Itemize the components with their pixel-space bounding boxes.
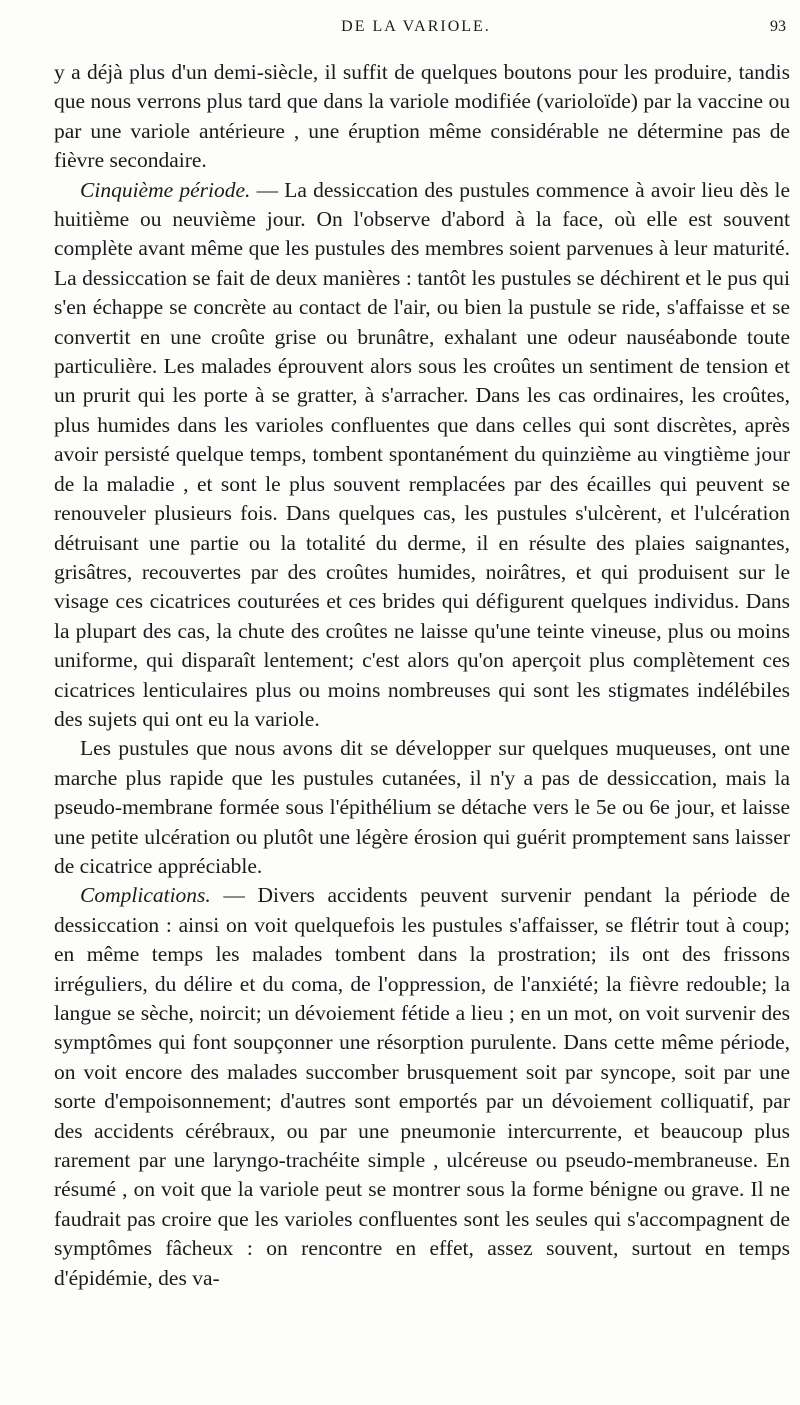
section-heading: Cinquième période.: [80, 177, 251, 202]
running-title: DE LA VARIOLE.: [341, 18, 491, 35]
paragraph-continuation: [54, 58, 790, 176]
paragraph-fifth-period: [54, 176, 790, 735]
page-number: 93: [770, 18, 786, 35]
paragraph-complications: [54, 881, 790, 1293]
paragraph-text: — Divers accidents peuvent survenir pendant la période de dessiccation : ainsi on voit quelquefois les pustules s'affaisser, se flétrir tout à coup; en même temps les malades tombent dans la prostration; ils ont des frissons irréguliers, du délire et du coma, de l'oppression, de l'anxiété; la fièvre redouble; la langue se sèche, noircit; un dévoiement fétide a lieu ; en un mot, on voit survenir des symptômes qui font soupçonner une résorption purulente. Dans cette même période, on voit encore des malades succomber brusquement soit par syncope, soit par une sorte d'empoisonnement; d'autres sont emportés par un dévoiement colliquatif, par des accidents cérébraux, ou par une pneumonie intercurrente, et beaucoup plus rarement par une laryngo-trachéite simple , ulcéreuse ou pseudo-membraneuse. En résumé , on voit que la variole peut se montrer sous la forme bénigne ou grave. Il ne faudrait pas croire que les varioles confluentes sont les seules qui s'accompagnent de symptômes fâcheux : on rencontre en effet, assez souvent, surtout en temps d'épidémie, des va-: [54, 883, 790, 1290]
paragraph-mucous-pustules: [54, 734, 790, 881]
paragraph-text: — La dessiccation des pustules commence à avoir lieu dès le huitième ou neuvième jour. On l'observe d'abord à la face, où elle est souvent complète avant même que les pustules des membres soient parvenues à leur maturité. La dessiccation se fait de deux manières : tantôt les pustules se déchirent et le pus qui s'en échappe se concrète au contact de l'air, ou bien la pustule se ride, s'affaisse et se convertit en une croûte grise ou brunâtre, exhalant une odeur nauséabonde toute particulière. Les malades éprouvent alors sous les croûtes un sentiment de tension et un prurit qui les porte à se gratter, à s'arracher. Dans les cas ordinaires, les croûtes, plus humides dans les varioles confluentes que dans celles qui sont discrètes, après avoir persisté quelque temps, tombent spontanément du quinzième au vingtième jour de la maladie , et sont le plus souvent remplacées par des écailles qui peuvent se renouveler plusieurs fois. Dans quelques cas, les pustules s'ulcèrent, et l'ulcération détruisant une partie ou la totalité du derme, il en résulte des plaies saignantes, grisâtres, recouvertes par des croûtes humides, noirâtres, et qui produisent sur le visage ces cicatrices couturées et ces brides qui défigurent quelques individus. Dans la plupart des cas, la chute des croûtes ne laisse qu'une teinte vineuse, plus ou moins uniforme, qui disparaît lentement; c'est alors qu'on aperçoit plus complètement ces cicatrices lenticulaires plus ou moins nombreuses qui sont les stigmates indélébiles des sujets qui ont eu la variole.: [54, 177, 791, 731]
body-text: [54, 58, 790, 1293]
section-heading: Complications.: [80, 883, 211, 908]
paragraph-text: Les pustules que nous avons dit se développer sur quelques muqueuses, ont une marche plus rapide que les pustules cutanées, il n'y a pas de dessiccation, mais la pseudo-membrane formée sous l'épithélium se détache vers le 5e ou 6e jour, et laisse une petite ulcération ou plutôt une légère érosion qui guérit promptement sans laisser de cicatrice appréciable.: [54, 736, 790, 878]
paragraph-text: y a déjà plus d'un demi-siècle, il suffit de quelques boutons pour les produire, tandis que nous verrons plus tard que dans la variole modifiée (varioloïde) par la vaccine ou par une variole antérieure , une éruption même considérable ne détermine pas de fièvre secondaire.: [54, 60, 790, 173]
running-header: [40, 14, 792, 44]
